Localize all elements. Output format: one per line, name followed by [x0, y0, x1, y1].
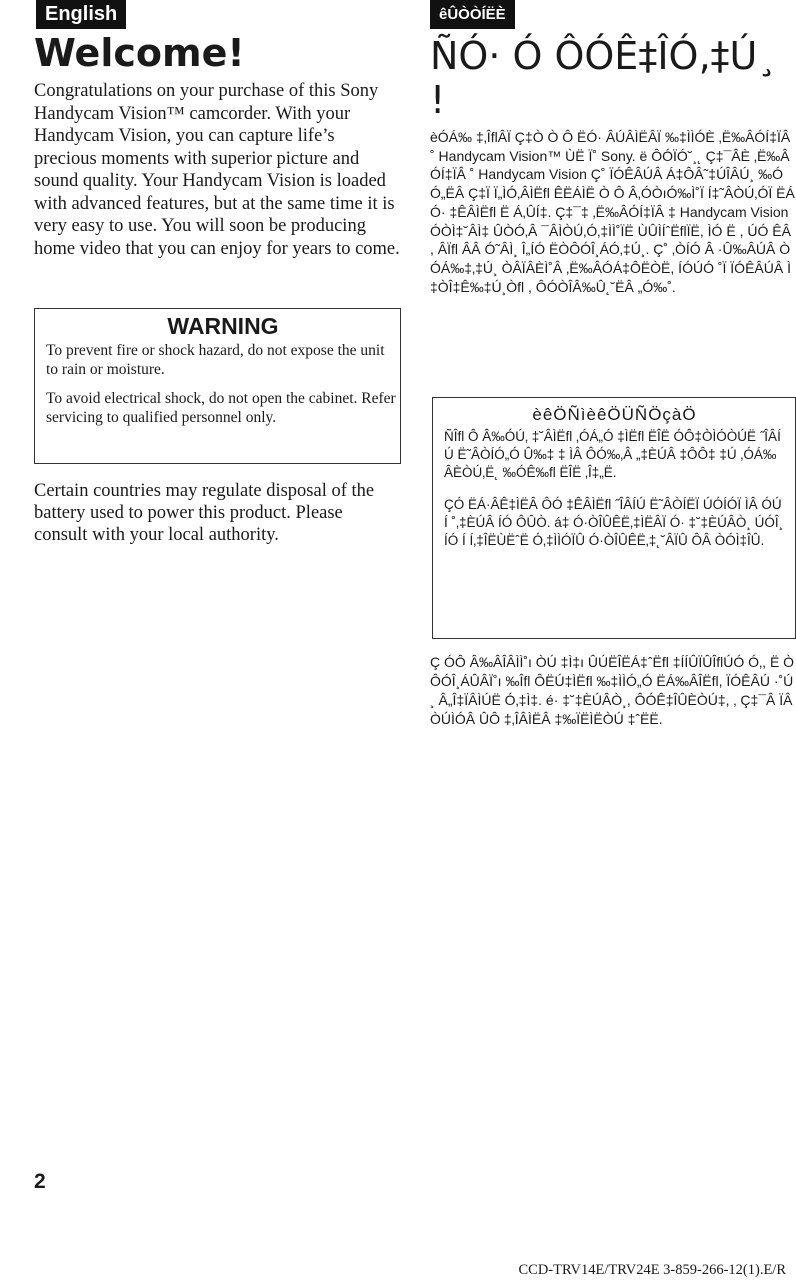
intro-paragraph-russian: èÓÁ‰ ‡‚ÎflÂÏ Ç‡Ò Ò Ô ËÓ· ÂÚÂÌËÂÏ ‰‡ÌÌÓÈ ‚Ë‰ÂÓÍ‡ÏÂ ˚ Handycam Vision™ ÙË Ï˚ Sony. ë ÔÓÏÓ˘¸˛ Ç‡¯ÂÈ ‚Ë‰ÂÓÍ‡ÏÂ ˚ Handycam Vision Ç˚ ÏÓÊÂÚÂ Á‡ÔÂ˜‡ÚÎÂÚ¸ ‰Ó Ó„ËÂ Ç‡Ï Ï„ÌÓ‚ÂÌËfl ÊËÁÌË Ò Ô Â‚ÓÒıÓ‰Ì˚Ï Í‡˜ÂÒÚ‚ÓÏ ËÁÓ· ‡ÊÂÌËfl Ë Á‚ÛÍ‡. Ç‡¯‡ ‚Ë‰ÂÓÍ‡ÏÂ ‡ Handycam Vision ÓÒÌ‡˘ÂÌ‡ ÛÒÓ‚Â ¯ÂÌÒÚ‚Ó‚‡ÌÌ˚ÏË ÙÛÌÍˆËflÏË, ÌÓ Ë , ÚÓ ÊÂ , ÂÏfl ÂÂ Ó˜ÂÌ¸ Î„ÍÓ ËÒÔÓÎ¸ÁÓ‚‡Ú¸. Ç˚ ‚ÒÍÓ Â ·Û‰ÂÚÂ ÒÓÁ‰‡‚‡Ú¸ ÒÂÏÂÈÌ˚Â ‚Ë‰ÂÓÁ‡ÔËÒË, ÍÓÚÓ ˚Ï ÏÓÊÂÚÂ Ì‡ÒÎ‡Ê‰‡Ú¸Òfl , ÔÓÒÎÂ‰Û˛˘ËÂ „Ó‰˚. [430, 129, 795, 295]
page-number: 2 [34, 1170, 46, 1193]
welcome-heading-russian: ÑÓ· Ó ÔÓÊ‡ÎÓ‚‡Ú¸ ! [430, 34, 777, 122]
warning-title-russian: èêÖÑìèêÖÜÑÖçàÖ [532, 405, 697, 424]
warning-text-shock-russian: ÇÓ ËÁ·ÂÊ‡ÌËÂ ÔÓ ‡ÊÂÌËfl ˝ÎÂÍÚ Ë˜ÂÒÍËÏ ÚÓÍÓÏ ÌÂ ÓÚÍ ˚‚‡ÈÚÂ ÍÓ ÔÛÒ. á‡ Ó·ÒÎÛÊË‚‡ÌËÂÏ Ó· ‡˘‡ÈÚÂÒ¸ ÚÓÎ¸ÍÓ Í Í‚‡ÎËÙËˆË Ó‚‡ÌÌÓÏÛ Ó·ÒÎÛÊË‚‡˛˘ÂÏÛ ÔÂ ÒÓÌ‡ÎÛ. [444, 497, 784, 548]
welcome-heading: Welcome! [34, 31, 245, 75]
model-code: CCD-TRV14E/TRV24E 3-859-266-12(1).E/R [518, 1262, 786, 1278]
language-tab-english: English [36, 0, 126, 29]
battery-disposal-note-english: Certain countries may regulate disposal of the battery used to power this product. Please consult with your local authority. [34, 481, 375, 545]
language-tab-russian: êÛÒÒÍËÈ [430, 0, 515, 29]
warning-text-fire-russian: ÑÎfl Ô Â‰ÓÚ‚ ‡˘ÂÌËfl ‚ÓÁ„Ó ‡ÌËfl ËÎË ÓÔ‡ÒÌÓÒÚË ˝ÎÂÍÚ Ë˜ÂÒÍÓ„Ó Û‰‡ ‡ ÌÂ ÔÓ‰‚Â „‡ÈÚÂ ‡ÔÔ‡ ‡Ú ‚ÓÁ‰ÂÈÒÚ‚Ë˛ ‰ÓÊ‰fl ËÎË ‚Î‡„Ë. [444, 429, 781, 480]
intro-paragraph-english: Congratulations on your purchase of this Sony Handycam Vision™ camcorder. With your Handycam Vision, you can capture life’s precious moments with superior picture and sound quality. Your Handycam Vision is loaded with advanced features, but at the same time it is very easy to use. You will soon be producing home video that you can enjoy for years to come. [34, 81, 400, 259]
warning-text-fire: To prevent fire or shock hazard, do not expose the unit to rain or moisture. [46, 342, 385, 378]
warning-title-english: WARNING [167, 313, 279, 339]
warning-box-russian [432, 397, 796, 639]
warning-text-shock: To avoid electrical shock, do not open the cabinet. Refer servicing to qualified personnel only. [46, 390, 396, 426]
warning-box-english [34, 308, 401, 464]
battery-disposal-note-russian: Ç ÓÔ Â‰ÂÎÂÌÌ˚ı ÒÚ ‡Ì‡ı ÛÚËÎËÁ‡ˆËfl ‡ÍÍÛÏÛÎflÚÓ Ó‚, Ë ÒÔÓÎ¸ÁÛÂÏ˚ı ‰Îfl ÔËÚ‡ÌËfl ‰‡ÌÌÓ„Ó ËÁ‰ÂÎËfl, ÏÓÊÂÚ ·˚Ú¸ Â„Î‡ÏÂÌÚË Ó‚‡Ì‡. é· ‡˘‡ÈÚÂÒ¸, ÔÓÊ‡ÎÛÈÒÚ‡, ‚ Ç‡¯Â ÏÂÒÚÌÓÂ ÛÔ ‡‚ÎÂÌËÂ ‡‰ÏËÌËÒÚ ‡ˆËË. [430, 654, 795, 727]
